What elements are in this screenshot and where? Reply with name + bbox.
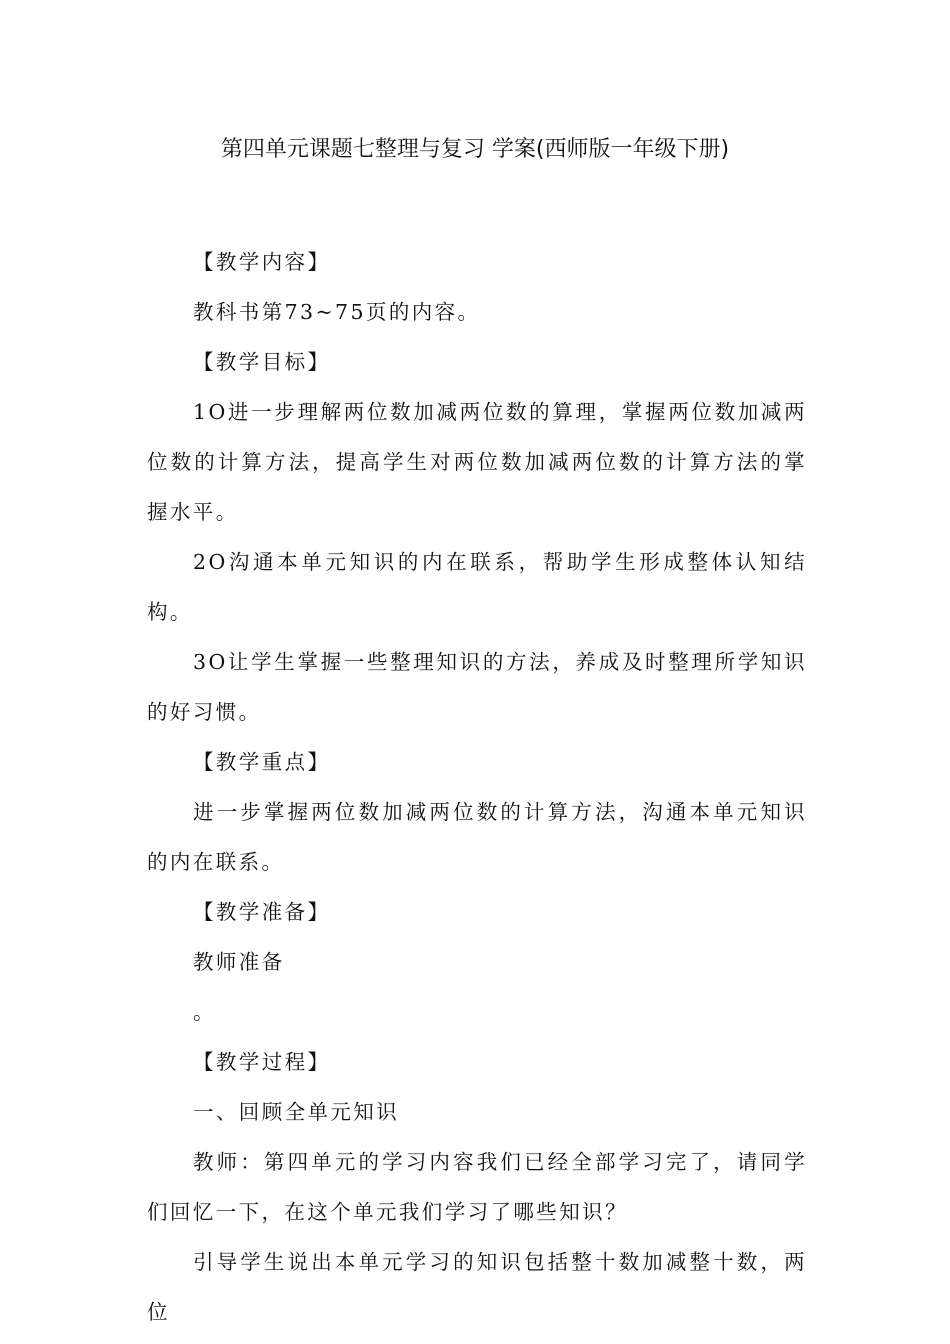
paragraph-keypoints: 进一步掌握两位数加减两位数的计算方法，沟通本单元知识的内在联系。 — [147, 800, 807, 874]
paragraph-goal-2: 2O沟通本单元知识的内在联系，帮助学生形成整体认知结构。 — [147, 550, 807, 624]
paragraph-goal-1: 1O进一步理解两位数加减两位数的算理，掌握两位数加减两位数的计算方法，提高学生对两位数加减两位数的计算方法的掌握水平。 — [147, 400, 807, 524]
paragraph-content: 教科书第73~75页的内容。 — [193, 300, 481, 324]
section-heading-preparation: 【教学准备】 — [193, 900, 331, 924]
section-heading-content: 【教学内容】 — [193, 250, 331, 274]
paragraph-preparation: 教师准备 — [193, 950, 285, 974]
subheading-review: 一、回顾全单元知识 — [193, 1100, 400, 1124]
paragraph-goal-3: 3O让学生掌握一些整理知识的方法，养成及时整理所学知识的好习惯。 — [147, 650, 807, 724]
document-body — [147, 237, 807, 1337]
section-heading-keypoints: 【教学重点】 — [193, 750, 331, 774]
paragraph-guidance: 引导学生说出本单元学习的知识包括整十数加减整十数，两位 — [147, 1250, 807, 1324]
section-heading-process: 【教学过程】 — [193, 1050, 331, 1074]
paragraph-period: 。 — [193, 1000, 216, 1024]
section-heading-goals: 【教学目标】 — [193, 350, 331, 374]
document-title: 第四单元课题七整理与复习 学案(西师版一年级下册) — [220, 137, 730, 162]
paragraph-teacher-question: 教师：第四单元的学习内容我们已经全部学习完了，请同学们回忆一下，在这个单元我们学习了哪些知识？ — [147, 1150, 807, 1224]
